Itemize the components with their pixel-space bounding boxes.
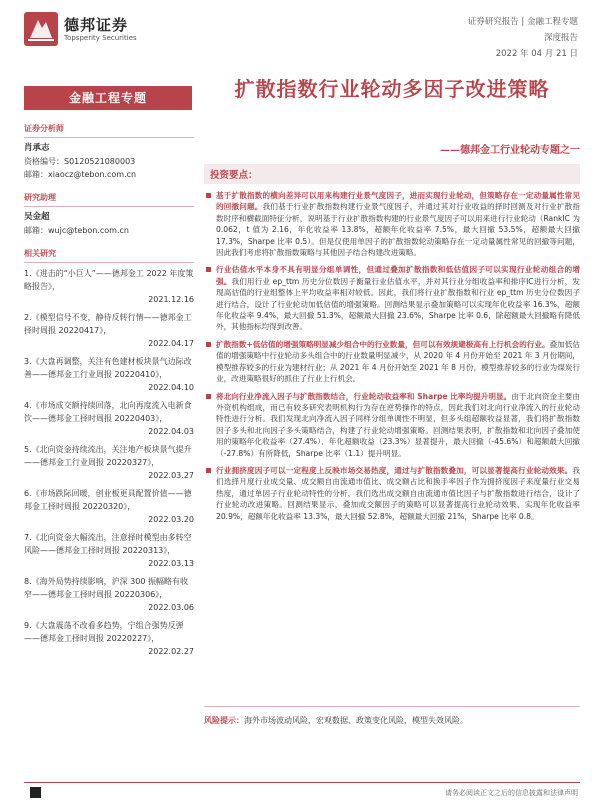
investment-point (206, 264, 580, 332)
related-label: 相关研究 (24, 247, 194, 263)
related-item[interactable] (24, 443, 194, 482)
related-item-date: 2022.03.20 (148, 515, 194, 524)
risk-text: 海外市场波动风险，宏观数据、政策变化风险，模型失效风险。 (244, 716, 468, 725)
related-item-date: 2022.03.27 (148, 471, 194, 480)
investment-points-label: 投资要点： (204, 164, 580, 184)
related-item-date: 2022.02.27 (148, 647, 194, 656)
bullet-square-icon (206, 468, 211, 473)
analyst-cert: 资格编号：S0120521080003 (24, 157, 136, 166)
company-logo (24, 12, 174, 52)
related-list (24, 267, 194, 658)
related-item-date: 2021.12.16 (148, 295, 194, 304)
point-highlight: 将北向行业净流入因子与扩散指数结合，行业轮动收益率和 Sharpe 比率均提升明显。 (216, 391, 512, 401)
sidebar-title: 金融工程专题 (24, 86, 192, 110)
related-item-title: 4.《市场成交额持续回落，北向再度流入电新食饮——德邦金工择时周报 20220403》， (24, 401, 192, 423)
related-item-title: 1.《进击的“小巨人”——德邦金工 2022 年度策略报告》， (24, 269, 194, 291)
related-item-title: 2.《模型信号不变，静待反转行情——德邦金工择时周报 20220417》， (24, 313, 192, 335)
report-date: 2022 年 04 月 21 日 (495, 49, 578, 59)
related-item-date: 2022.04.17 (148, 339, 194, 348)
report-depth: 深度报告 (543, 33, 578, 43)
qr-code-icon (30, 787, 41, 798)
report-type: 证券研究报告 | 金融工程专题 (467, 17, 578, 27)
investment-point (206, 465, 580, 522)
point-highlight: 扩散指数+低估值的增强策略明显减少组合中的行业数量，但可以有效规避极高有上行机会的行业。 (216, 339, 550, 349)
related-item-title: 9.《大盘震荡不改看多趋势，宁组合强势反弹——德邦金工择时周报 20220227》， (24, 621, 184, 643)
point-highlight: 行业拥挤度因子可以一定程度上反映市场交易热度，通过与扩散指数叠加，可以显著提高行业轮动效果。 (216, 465, 573, 475)
point-highlight: 基于扩散指数的横向差异可以用来构建行业景气度因子，进而实现行业轮动，但策略存在一定动量属性常见的回撤问题。 (216, 191, 580, 212)
point-body: 我们基于行业扩散指数构建行业景气度因子，并通过其对行业收益的择时回测及对行业扩散指数时序和横截面特征分析，说明基于行业扩散指数构建的行业景气度因子可以用来进行行业轮动（RankIC 为 0.062，t 值为 2.16，年化收益率 13.8%，超额年化收益率 7.5%，最大回撤 53.5%，超额最大回撤 17.3%，Sharpe 比率 0.5）。但是仅使用单因子的扩散指数轮动策略存在一定动量属性常见的回撤等问题，因此我们考虑将扩散指数策略与其他因子结合构建改进策略。 (216, 202, 581, 258)
report-meta (468, 14, 578, 62)
footer-disclaimer: 请务必阅读正文之后的信息披露和法律声明 (445, 789, 578, 797)
analyst-name: 肖承志 (24, 143, 50, 153)
assistant-name: 吴金超 (24, 212, 50, 222)
related-item[interactable] (24, 619, 194, 658)
point-highlight: 行业估值水平本身不具有明显分组单调性，但通过叠加扩散指数和低估值因子可以实现行业轮动组合的增强。 (216, 265, 580, 286)
logo-name-cn: 德邦证券 (64, 16, 129, 34)
risk-warning (204, 706, 580, 727)
related-item-date: 2022.04.03 (148, 427, 194, 436)
related-item-date: 2022.03.06 (148, 603, 194, 612)
analyst-label: 证券分析师 (24, 122, 194, 138)
related-item[interactable] (24, 267, 194, 306)
investment-point (206, 190, 580, 258)
point-body: 我们用行业 ep_ttm 历史分位数因子衡量行业估值水平，并对其行业分组收益率和排序IC进行分析，发现高估值的行业组整体上平均收益率相对较低。因此，我们将行业扩散指数和行业 ep_ttm 历史分位数因子进行结合，设计了行业轮动加低估值的增强策略。回测结果显示叠加策略可以实现年化收益率 16.3%，超额年化收益率 9.4%，最大回撤 51.3%，超额最大回撤 23.6%，Sharpe 比率 0.6，除超额最大回撤略有降低外，其他指标均得到改善。 (216, 276, 580, 332)
related-item-title: 6.《市场跌际回暖，创业板更具配置价值——德邦金工择时周报 20220320》， (24, 489, 192, 511)
bullet-square-icon (206, 394, 211, 399)
assistant-label: 研究助理 (24, 191, 194, 207)
related-item-title: 5.《北向资金持续流出，关注地产板块景气提升——德邦金工行业周报 20220327》， (24, 445, 192, 467)
bullet-square-icon (206, 267, 211, 272)
risk-label: 风险提示： (204, 716, 244, 725)
investment-point (206, 391, 580, 459)
bullet-square-icon (206, 342, 211, 347)
related-item-date: 2022.04.10 (148, 383, 194, 392)
point-body: 叠加低估值的增强策略中行业轮动多头组合中的行业数量明显减少，从 2020 年 4 月份开始至 2021 年 3 月份期间，模型推荐较多的行业为建材行业；从 2021 年 4 月份开始至 2021 年 8 月份，模型推荐较多的行业为煤炭行业，改进策略很好的抓住了行业上行机会。 (216, 339, 580, 384)
point-body: 由于北向资金主要由外资机构组成，而已有较多研究表明机构行为存在逆势操作的特点，因此我们对北向行业净流入的行业轮动特性进行分析。我们发现北向净流入因子同样分组单调性不明显，但多头组超额收益显著，我们将扩散指数因子多头和北向因子多头策略结合，构建了行业轮动增强策略。回测结果表明，扩散指数和北向因子叠加使用的策略年化收益率（27.4%）、年化超额收益（23.3%）显著提升，最大回撤（-45.6%）和超额最大回撤（-27.8%）有所降低，Sharpe 比率（1.1）提升明显。 (216, 391, 580, 458)
assistant-email[interactable]: 邮箱：wujc@tebon.com.cn (24, 226, 129, 235)
page-subtitle: ——德邦金工行业轮动专题之一 (440, 145, 580, 156)
logo-emblem-icon (24, 12, 58, 46)
logo-name-en: Topsperity Securities (64, 34, 137, 42)
sidebar (24, 122, 194, 663)
related-item[interactable] (24, 399, 194, 438)
investment-points (206, 190, 580, 528)
related-item-title: 7.《北向资金大幅流出，注意择时模型由多转空风险——德邦金工择时周报 20220313》， (24, 533, 192, 555)
related-item[interactable] (24, 575, 194, 614)
related-item-title: 3.《大盘再调整，关注有色建材板块景气边际改善——德邦金工行业周报 20220410》， (24, 357, 192, 379)
related-item[interactable] (24, 531, 194, 570)
bullet-square-icon (206, 193, 211, 198)
point-body: 我们选择月度行业成交量、成交额自由流通市值比、成交额占比和换手率因子作为拥挤度因子来度量行业交易热度，通过单因子行业轮动特性的分析，我们选出成交额自由流通市值比因子与扩散指数进行结合，设计了行业轮动改进策略。回测结果显示，叠加成交额因子的策略可以显著提高行业轮动效果，实现年化收益率 20.9%，超额年化收益率 13.3%，最大回撤 52.8%，超额最大回撤 21%，Sharpe 比率 0.8。 (216, 465, 580, 521)
related-item-title: 8.《海外局势持续影响，沪深 300 振幅略有收窄——德邦金工择时周报 20220306》， (24, 577, 188, 599)
page-title: 扩散指数行业轮动多因子改进策略 (234, 77, 550, 101)
related-item[interactable] (24, 355, 194, 394)
analyst-email[interactable]: 邮箱：xiaocz@tebon.com.cn (24, 170, 137, 179)
investment-point (206, 339, 580, 385)
related-item[interactable] (24, 487, 194, 526)
related-item-date: 2022.03.13 (148, 559, 194, 568)
footer-divider (24, 782, 580, 783)
related-item[interactable] (24, 311, 194, 350)
